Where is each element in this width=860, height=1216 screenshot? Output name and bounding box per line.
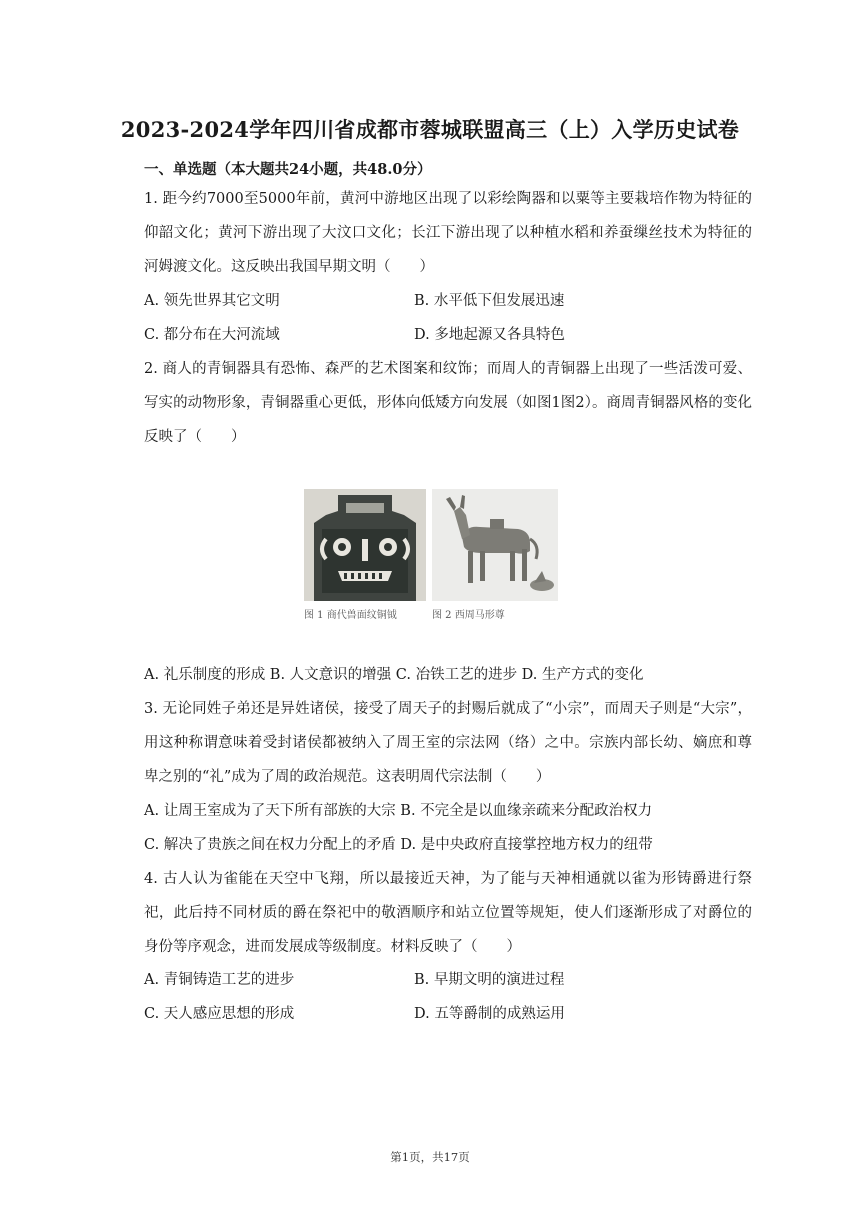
question-4-option-b[interactable]: B. 早期文明的演进过程 xyxy=(414,972,565,988)
question-3-options-ab[interactable]: A. 让周王室成为了天下所有部族的大宗 B. 不完全是以血缘亲疏来分配政治权力 xyxy=(144,803,653,819)
question-1-stem: 1. 距今约7000至5000年前，黄河中游地区出现了以彩绘陶器和以粟等主要栽培作物为特征的仰韶文化；黄河下游出现了大汶口文化；长江下游出现了以种植水稻和养蚕缫丝技术为特征的河姆渡文化。这反映出我国早期文明（ ） xyxy=(144,191,752,275)
question-3-stem: 3. 无论同姓子弟还是异姓诸侯，接受了周天子的封赐后就成了“小宗”，而周天子则是“大宗”，用这种称谓意味着受封诸侯都被纳入了周王室的宗法网（络）之中。宗族内部长幼、嫡庶和尊卑之别的“礼”成为了周的政治规范。这表明周代宗法制（ ） xyxy=(144,701,752,785)
bronze-figure xyxy=(304,489,558,624)
question-4-option-a[interactable]: A. 青铜铸造工艺的进步 xyxy=(144,972,295,988)
figure-1-caption: 图 1 商代兽面纹铜钺 xyxy=(304,610,397,621)
question-4-option-d[interactable]: D. 五等爵制的成熟运用 xyxy=(414,1006,565,1022)
question-1-option-b[interactable]: B. 水平低下但发展迅速 xyxy=(414,293,565,309)
figure-2-caption: 图 2 西周马形尊 xyxy=(432,610,505,621)
bronze-horse-vessel-image xyxy=(432,489,558,601)
question-1-option-c[interactable]: C. 都分布在大河流域 xyxy=(144,327,280,343)
question-4-option-c[interactable]: C. 天人感应思想的形成 xyxy=(144,1006,295,1022)
question-1-option-a[interactable]: A. 领先世界其它文明 xyxy=(144,293,280,309)
bronze-axe-image xyxy=(304,489,426,601)
page-title: 2023-2024学年四川省成都市蓉城联盟高三（上）入学历史试卷 xyxy=(120,117,740,142)
question-3-options-cd[interactable]: C. 解决了贵族之间在权力分配上的矛盾 D. 是中央政府直接掌控地方权力的纽带 xyxy=(144,837,653,853)
page-footer: 第1页，共17页 xyxy=(390,1150,470,1164)
question-1-option-d[interactable]: D. 多地起源又各具特色 xyxy=(414,327,565,343)
question-2-stem: 2. 商人的青铜器具有恐怖、森严的艺术图案和纹饰；而周人的青铜器上出现了一些活泼可爱、写实的动物形象，青铜器重心更低，形体向低矮方向发展（如图1图2）。商周青铜器风格的变化反映了（ ） xyxy=(144,361,752,445)
question-2-options[interactable]: A. 礼乐制度的形成 B. 人文意识的增强 C. 冶铁工艺的进步 D. 生产方式的变化 xyxy=(144,667,644,683)
section-title: 一、单选题（本大题共24小题，共48.0分） xyxy=(144,161,432,178)
question-4-stem: 4. 古人认为雀能在天空中飞翔，所以最接近天神，为了能与天神相通就以雀为形铸爵进行祭祀，此后持不同材质的爵在祭祀中的敬酒顺序和站立位置等规矩，使人们逐渐形成了对爵位的身份等序观念，进而发展成等级制度。材料反映了（ ） xyxy=(144,871,752,955)
